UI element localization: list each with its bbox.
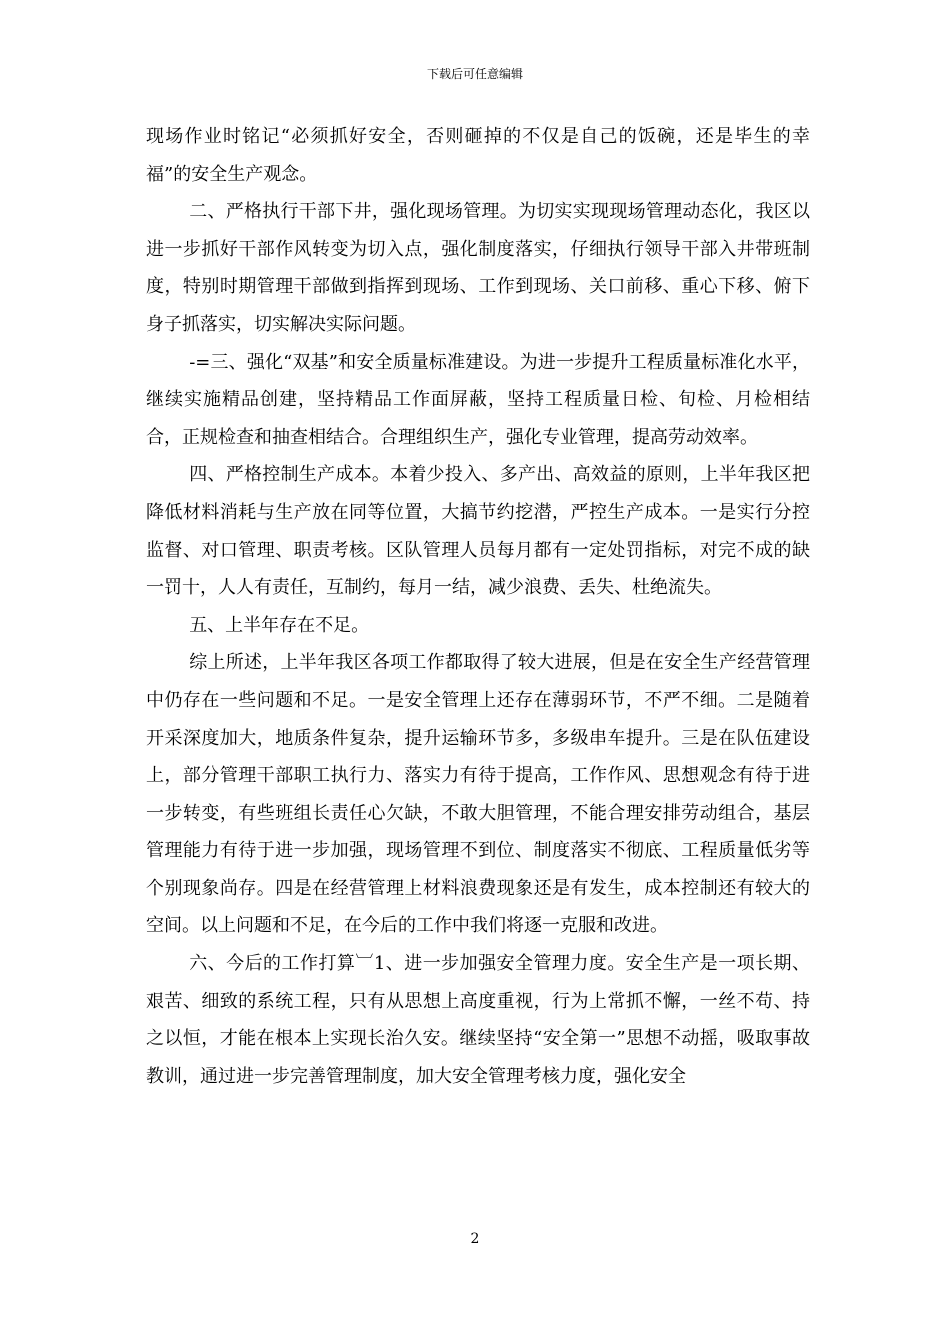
- paragraph-section-6: 六、今后的工作打算︺1、进一步加强安全管理力度。安全生产是一项长期、艰苦、细致的系统工程，只有从思想上高度重视，行为上常抓不懈，一丝不苟、持之以恒，才能在根本上实现长治久安。继续坚持“安全第一”思想不动摇，吸取事故教训，通过进一步完善管理制度，加大安全管理考核力度，强化安全: [146, 953, 810, 1087]
- paragraph-summary: 综上所述，上半年我区各项工作都取得了较大进展，但是在安全生产经营管理中仍存在一些问题和不足。一是安全管理上还存在薄弱环节，不严不细。二是随着开采深度加大，地质条件复杂，提升运输环节多，多级串车提升。三是在队伍建设上，部分管理干部职工执行力、落实力有待于提高，工作作风、思想观念有待于进一步转变，有些班组长责任心欠缺，不敢大胆管理，不能合理安排劳动组合，基层管理能力有待于进一步加强，现场管理不到位、制度落实不彻底、工程质量低劣等个别现象尚存。四是在经营管理上材料浪费现象还是有发生，成本控制还有较大的空间。以上问题和不足，在今后的工作中我们将逐一克服和改进。: [146, 652, 810, 937]
- paragraph-section-3: -=三、强化“双基”和安全质量标准建设。为进一步提升工程质量标准化水平，继续实施精品创建，坚持精品工作面屏蔽，坚持工程质量日检、旬检、月检相结合，正规检查和抽查相结合。合理组织生产，强化专业管理，提高劳动效率。: [146, 351, 810, 448]
- paragraph-continuation: 现场作业时铭记“必须抓好安全，否则砸掉的不仅是自己的饭碗，还是毕生的幸福”的安全生产观念。: [146, 126, 810, 185]
- document-body: [146, 118, 810, 1095]
- paragraph-section-2: 二、严格执行干部下井，强化现场管理。为切实实现现场管理动态化，我区以进一步抓好干部作风转变为切入点，强化制度落实，仔细执行领导干部入井带班制度，特别时期管理干部做到指挥到现场、工作到现场、关口前移、重心下移、俯下身子抓落实，切实解决实际问题。: [146, 201, 810, 335]
- page-number: 2: [470, 1231, 480, 1247]
- page-header-note: 下载后可任意编辑: [426, 67, 523, 81]
- paragraph-section-4: 四、严格控制生产成本。本着少投入、多产出、高效益的原则，上半年我区把降低材料消耗与生产放在同等位置，大搞节约挖潜，严控生产成本。一是实行分控监督、对口管理、职责考核。区队管理人员每月都有一定处罚指标，对完不成的缺一罚十，人人有责任，互制约，每月一结，减少浪费、丢失、杜绝流失。: [146, 464, 810, 599]
- paragraph-section-5-heading: 五、上半年存在不足。: [189, 614, 370, 636]
